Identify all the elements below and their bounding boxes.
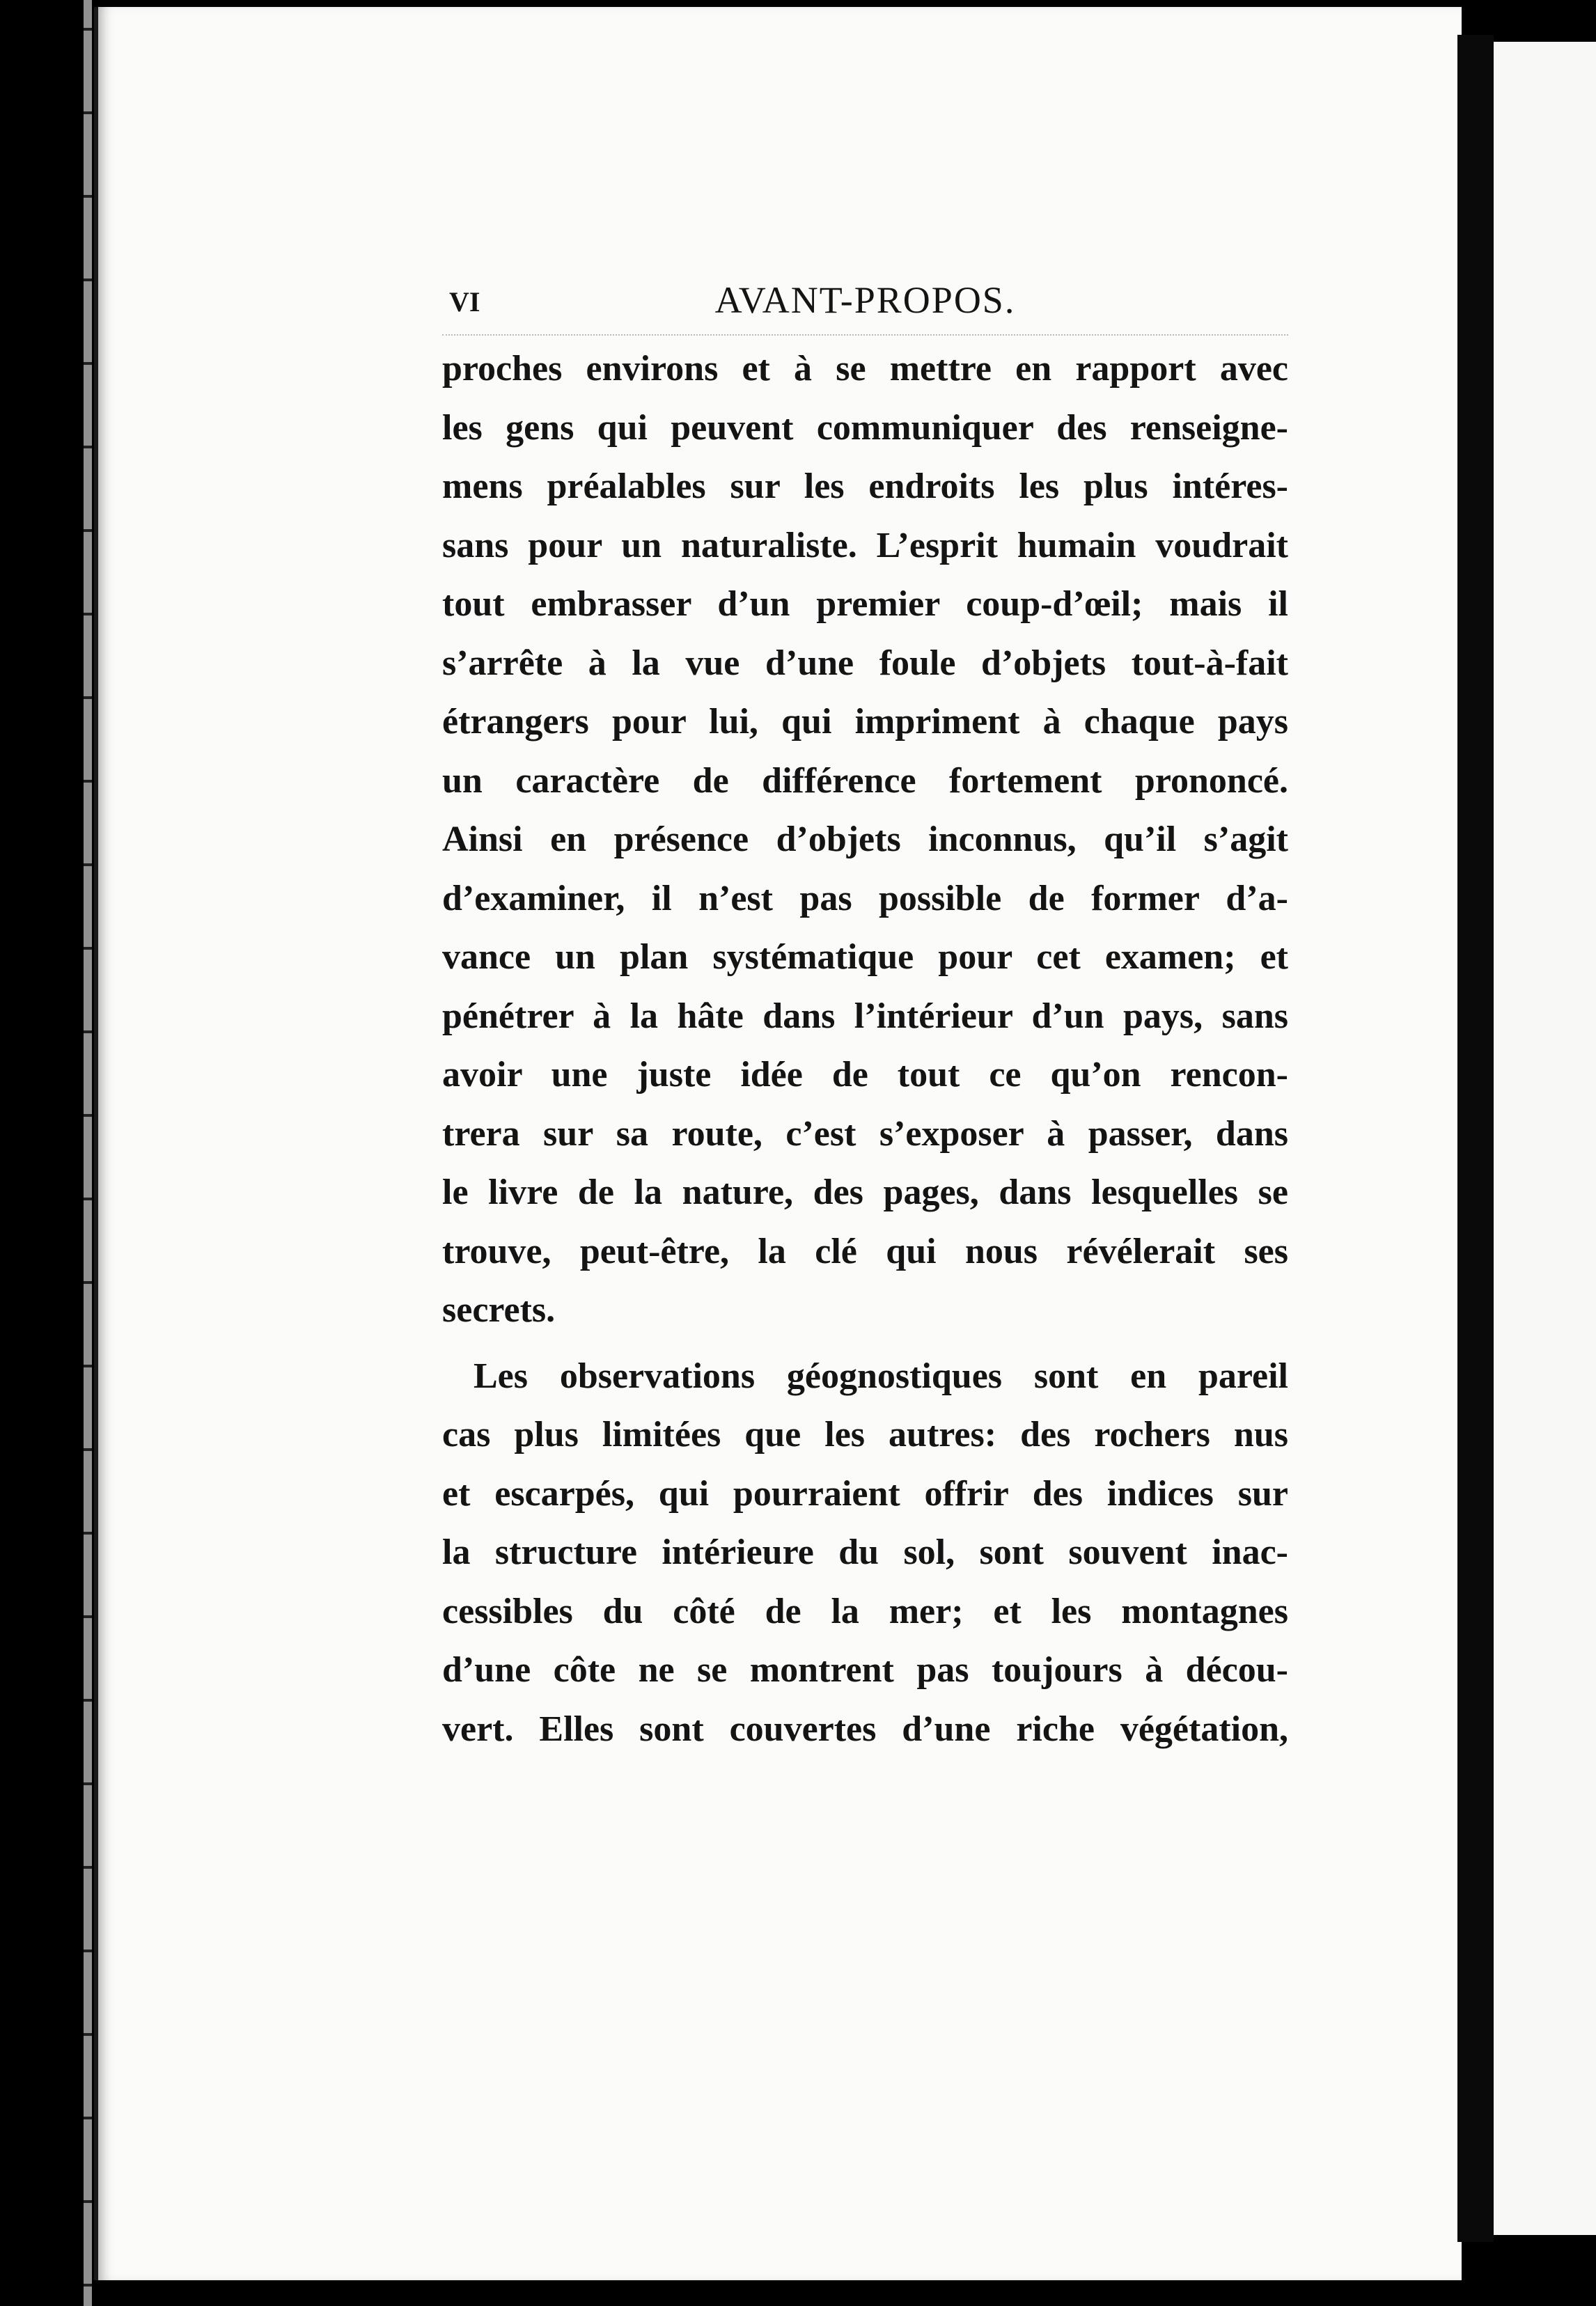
text-line: le livre de la nature, des pages, dans lesquelles se (442, 1172, 1288, 1212)
text-line: Les observations géognostiques sont en pareil (474, 1356, 1288, 1396)
text-line: trera sur sa route, c’est s’exposer à passer, dans (442, 1113, 1288, 1154)
text-line: les gens qui peuvent communiquer des renseigne- (442, 407, 1288, 448)
text-line: pénétrer à la hâte dans l’intérieur d’un pays, sans (442, 996, 1288, 1036)
text-line: secrets. (442, 1290, 556, 1330)
text-line: trouve, peut-être, la clé qui nous révélerait ses (442, 1231, 1288, 1271)
text-line: d’examiner, il n’est pas possible de former d’a- (442, 878, 1288, 918)
running-title: AVANT-PROPOS. (714, 279, 1016, 321)
text-line: d’une côte ne se montrent pas toujours à décou- (442, 1650, 1288, 1690)
text-line: la structure intérieure du sol, sont souvent inac- (442, 1532, 1288, 1572)
text-line: vert. Elles sont couvertes d’une riche végétation, (442, 1709, 1288, 1749)
text-line: avoir une juste idée de tout ce qu’on rencon- (442, 1055, 1288, 1095)
text-line: s’arrête à la vue d’une foule d’objets tout-à-fait (442, 643, 1288, 683)
text-line: cas plus limitées que les autres: des rochers nus (442, 1415, 1288, 1454)
text-line: et escarpés, qui pourraient offrir des indices sur (442, 1473, 1288, 1514)
text-line: Ainsi en présence d’objets inconnus, qu’il s’agit (442, 819, 1288, 859)
text-line: étrangers pour lui, qui impriment à chaque pays (442, 702, 1288, 742)
text-line: un caractère de différence fortement prononcé. (442, 760, 1288, 801)
paragraph-1 (442, 340, 1288, 1340)
paragraph-2 (442, 1347, 1288, 1759)
text-line: tout embrasser d’un premier coup-d’œil; mais il (442, 584, 1288, 624)
adjacent-page-strip (1494, 42, 1596, 2235)
text-line: vance un plan systématique pour cet examen; et (442, 937, 1288, 977)
page-text-block (442, 279, 1288, 1759)
text-line: mens préalables sur les endroits les plus intéres- (442, 466, 1288, 506)
text-line: proches environs et à se mettre en rapport avec (442, 349, 1288, 389)
text-line: cessibles du côté de la mer; et les montagnes (442, 1591, 1288, 1631)
page-number: VI (449, 286, 480, 317)
running-head (442, 279, 1288, 336)
paragraph-gap (442, 1340, 1288, 1347)
page-edge-shadow (1457, 35, 1494, 2242)
spine-shadow (84, 0, 92, 2306)
text-line: sans pour un naturaliste. L’esprit humain voudrait (442, 525, 1288, 565)
